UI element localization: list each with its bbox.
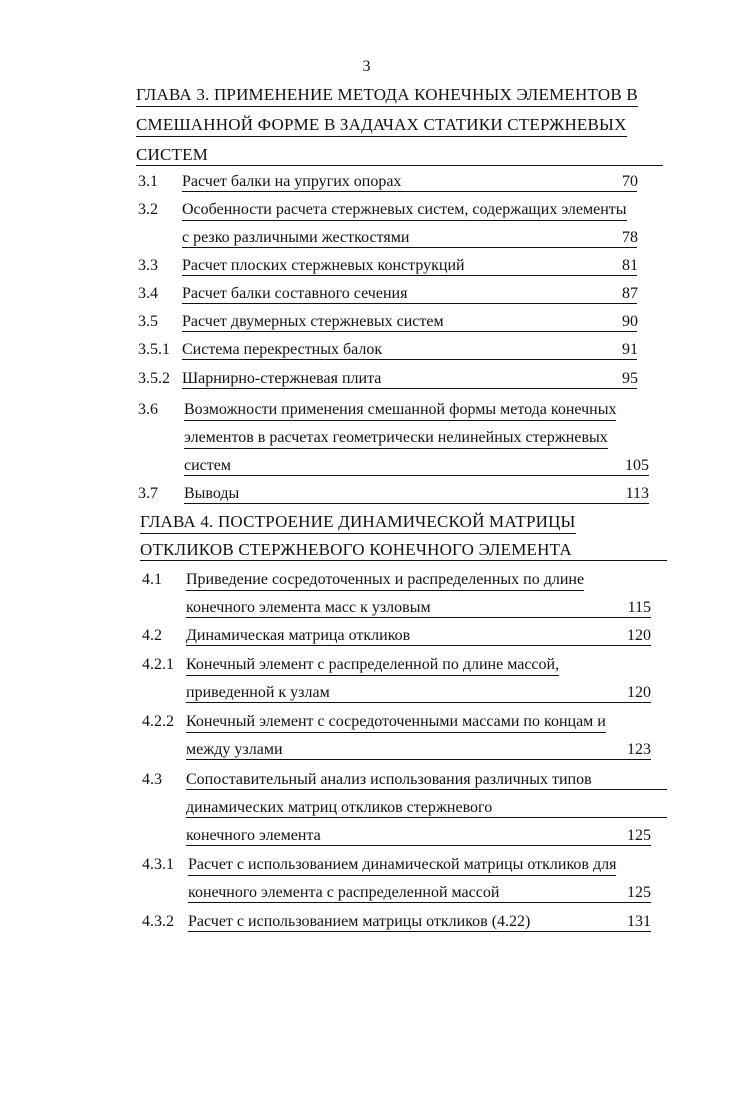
toc-leader-rule <box>184 503 649 504</box>
toc-number: 4.3.1 <box>142 856 174 873</box>
page-number: 3 <box>362 58 371 75</box>
toc-number: 3.5.1 <box>138 341 170 358</box>
toc-leader-rule <box>182 191 637 192</box>
toc-entry-title[interactable]: Шарнирно-стержневая плита <box>182 370 382 387</box>
toc-leader-rule <box>188 902 651 903</box>
toc-page-number: 87 <box>622 285 638 302</box>
toc-page-number: 90 <box>622 313 638 330</box>
toc-entry-title[interactable]: Расчет плоских стержневых конструкций <box>182 257 465 274</box>
toc-leader-rule <box>186 702 651 703</box>
toc-number: 4.2.1 <box>142 656 174 673</box>
toc-entry-title-cont[interactable]: динамических матриц откликов стержневого <box>186 799 493 816</box>
toc-leader-rule <box>182 275 637 276</box>
toc-entry-title-cont[interactable]: приведенной к узлам <box>186 684 330 701</box>
toc-number: 3.6 <box>138 401 158 418</box>
toc-entry-title[interactable]: Особенности расчета стержневых систем, содержащих элементы <box>182 200 627 221</box>
toc-entry-title[interactable]: Расчет с использованием динамической матрицы откликов для <box>188 855 616 876</box>
toc-page-number: 78 <box>622 229 638 246</box>
toc-page-number: 70 <box>622 173 638 190</box>
toc-entry-title[interactable]: Расчет с использованием матрицы откликов (4.22) <box>188 913 531 930</box>
toc-number: 3.5 <box>138 313 158 330</box>
toc-entry-title[interactable]: Динамическая матрица откликов <box>186 627 411 644</box>
toc-leader-rule <box>186 759 651 760</box>
toc-leader-rule <box>182 359 637 360</box>
toc-page-number: 95 <box>622 370 638 387</box>
toc-entry-title[interactable]: Возможности применения смешанной формы метода конечных <box>184 400 616 421</box>
toc-leader-rule <box>182 303 637 304</box>
toc-leader-rule <box>186 789 667 790</box>
toc-number: 4.3.2 <box>142 913 174 930</box>
toc-number: 3.1 <box>138 173 158 190</box>
chapter4-title-line2: ОТКЛИКОВ СТЕРЖНЕВОГО КОНЕЧНОГО ЭЛЕМЕНТА <box>140 540 572 559</box>
toc-page-number: 115 <box>627 599 651 616</box>
toc-leader-rule <box>188 931 651 932</box>
toc-entry-title-cont[interactable]: конечного элемента <box>186 827 321 844</box>
toc-entry-title[interactable]: Сопоставительный анализ использования различных типов <box>186 771 592 788</box>
toc-number: 3.5.2 <box>138 370 170 387</box>
chapter3-title-rule <box>136 165 663 166</box>
toc-leader-rule <box>186 645 651 646</box>
toc-leader-rule <box>186 845 651 846</box>
toc-page-number: 81 <box>622 257 638 274</box>
toc-entry-title-cont[interactable]: между узлами <box>186 741 283 758</box>
toc-entry-title[interactable]: Приведение сосредоточенных и распределенных по длине <box>186 570 584 591</box>
toc-entry-title[interactable]: Расчет балки на упругих опорах <box>182 173 402 190</box>
toc-entry-title[interactable]: Выводы <box>184 485 240 502</box>
chapter3-title-line3: СИСТЕМ <box>136 145 209 164</box>
toc-number: 3.4 <box>138 285 158 302</box>
toc-number: 3.7 <box>138 485 158 502</box>
toc-number: 4.1 <box>142 571 162 588</box>
toc-entry-title[interactable]: Система перекрестных балок <box>182 341 383 358</box>
toc-number: 4.3 <box>142 771 162 788</box>
toc-number: 4.2.2 <box>142 713 174 730</box>
toc-page-number: 120 <box>627 684 651 701</box>
toc-page-number: 120 <box>627 627 651 644</box>
toc-entry-title[interactable]: Конечный элемент с сосредоточенными массами по концам и <box>186 712 606 733</box>
toc-entry-title-cont[interactable]: элементов в расчетах геометрически нелинейных стержневых <box>184 428 608 449</box>
chapter4-title-line1: ГЛАВА 4. ПОСТРОЕНИЕ ДИНАМИЧЕСКОЙ МАТРИЦЫ <box>140 511 576 534</box>
toc-leader-rule <box>182 331 637 332</box>
toc-page-number: 113 <box>625 485 649 502</box>
toc-entry-title[interactable]: Расчет балки составного сечения <box>182 285 408 302</box>
chapter4-title-rule <box>140 560 667 561</box>
toc-number: 3.3 <box>138 257 158 274</box>
toc-leader-rule <box>186 817 667 818</box>
toc-entry-title-cont[interactable]: конечного элемента с распределенной массой <box>188 884 500 901</box>
toc-page-number: 125 <box>627 884 651 901</box>
toc-entry-title-cont[interactable]: конечного элемента масс к узловым <box>186 599 431 616</box>
toc-leader-rule <box>186 617 651 618</box>
toc-page-number: 125 <box>627 827 651 844</box>
toc-page-number: 123 <box>627 741 651 758</box>
toc-page-number: 105 <box>625 457 649 474</box>
chapter3-title-line2: СМЕШАННОЙ ФОРМЕ В ЗАДАЧАХ СТАТИКИ СТЕРЖНЕВЫХ <box>136 114 627 137</box>
toc-entry-title[interactable]: Расчет двумерных стержневых систем <box>182 313 444 330</box>
toc-leader-rule <box>182 388 637 389</box>
chapter3-title-line1: ГЛАВА 3. ПРИМЕНЕНИЕ МЕТОДА КОНЕЧНЫХ ЭЛЕМЕНТОВ В <box>136 84 638 107</box>
toc-number: 3.2 <box>138 201 158 218</box>
toc-entry-title-cont[interactable]: систем <box>184 457 231 474</box>
toc-page-number: 131 <box>627 913 651 930</box>
toc-leader-rule <box>182 247 637 248</box>
toc-page-number: 91 <box>622 341 638 358</box>
toc-entry-title-cont[interactable]: с резко различными жесткостями <box>182 229 410 246</box>
toc-number: 4.2 <box>142 627 162 644</box>
toc-leader-rule <box>184 475 649 476</box>
toc-entry-title[interactable]: Конечный элемент с распределенной по длине массой, <box>186 655 559 676</box>
